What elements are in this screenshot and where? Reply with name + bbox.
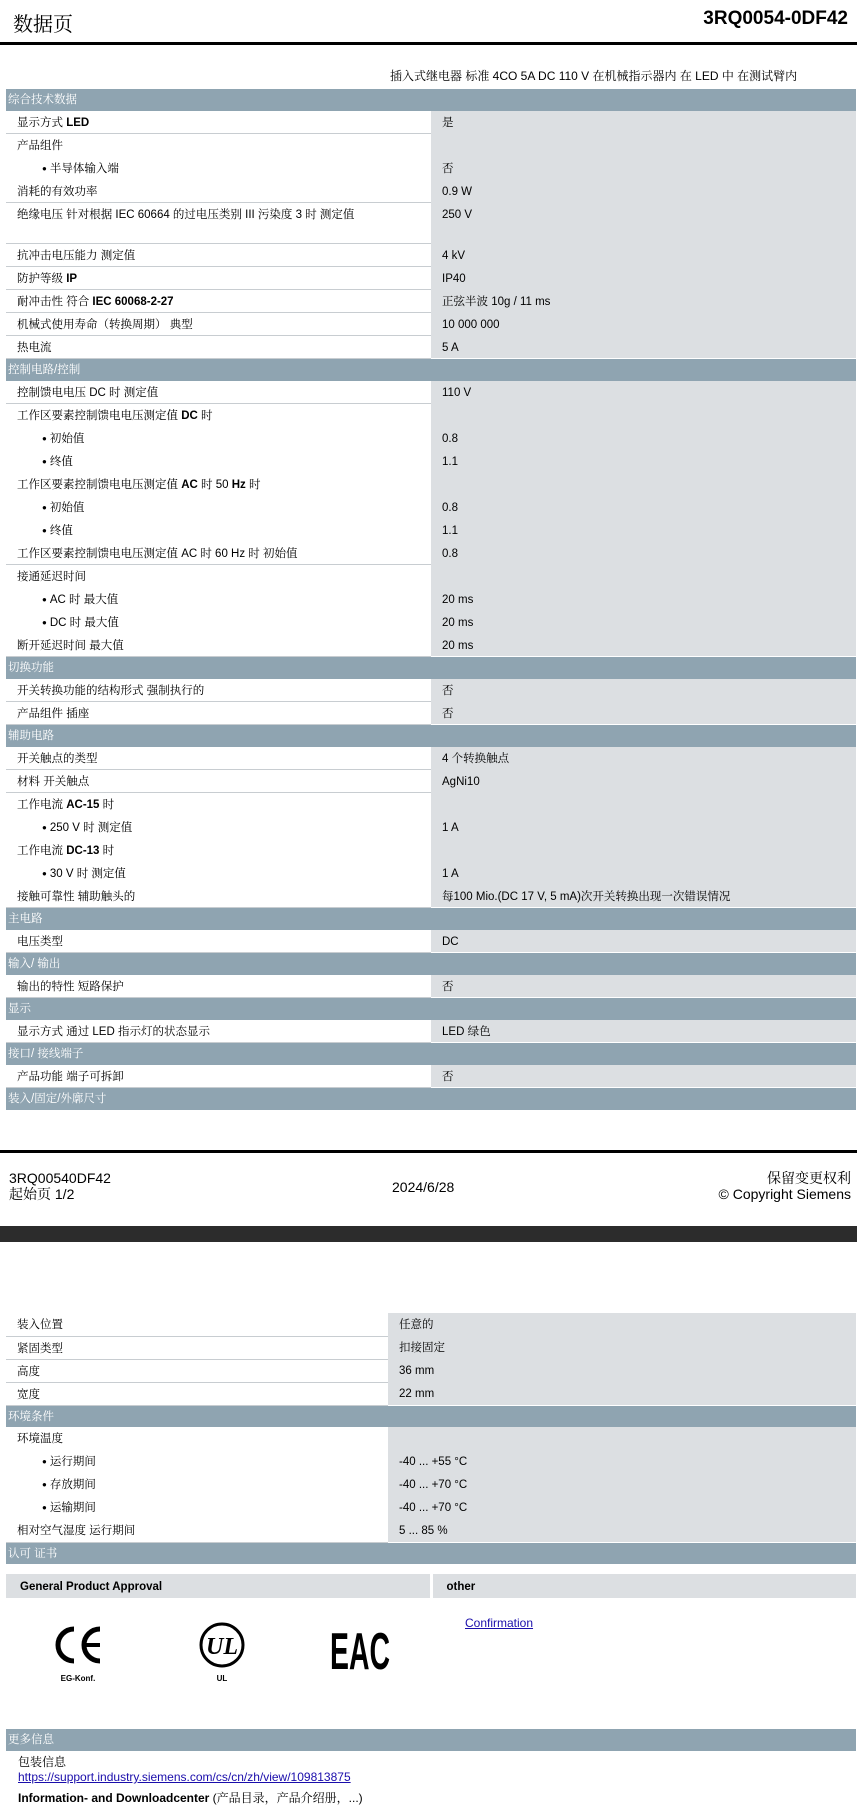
- spec-value: -40 ... +55 °C: [388, 1450, 856, 1473]
- spec-row: [6, 975, 856, 998]
- spec-value: 1 A: [431, 862, 856, 885]
- spec-row: [6, 1020, 856, 1043]
- spec-value: [431, 473, 856, 496]
- spec-label: 时: [245, 478, 261, 491]
- header-title: 数据页: [13, 14, 73, 36]
- spec-label: 工作电流: [17, 844, 67, 857]
- spec-row: [6, 134, 856, 157]
- svg-text:EAC: EAC: [330, 1623, 390, 1681]
- spec-value: 1 A: [431, 816, 856, 839]
- section-header-row: [6, 89, 856, 111]
- spec-row: [6, 679, 856, 702]
- spec-label: 250 V 时 测定值: [49, 821, 133, 834]
- ul-caption: UL: [216, 1674, 228, 1683]
- spec-label: 运行期间: [49, 1456, 96, 1468]
- spec-row: [6, 565, 856, 588]
- spec-row: [6, 588, 856, 611]
- spec-label: 输出的特性 短路保护: [17, 980, 124, 993]
- spec-key: [6, 679, 431, 702]
- spec-label: 产品组件 插座: [17, 708, 90, 720]
- spec-value: [431, 839, 856, 862]
- spec-key: [6, 930, 431, 953]
- spec-key: [6, 203, 431, 244]
- spec-value: 110 V: [431, 381, 856, 404]
- spec-key: [6, 1313, 388, 1336]
- product-number: 3RQ0054-0DF42: [703, 8, 848, 29]
- spec-key: [6, 611, 431, 634]
- section-header-row: [6, 359, 856, 381]
- spec-label: 断开延迟时间 最大值: [17, 639, 124, 652]
- section-header-row: [6, 1088, 856, 1110]
- spec-value: [431, 565, 856, 588]
- spec-key: [6, 702, 431, 725]
- section-header-row: [6, 998, 856, 1020]
- spec-value: DC: [431, 930, 856, 953]
- spec-key: [6, 267, 431, 290]
- spec-label: 工作区要素控制馈电电压测定值 AC 时 60 Hz 时 初始值: [17, 547, 298, 560]
- spec-row: [6, 634, 856, 657]
- spec-row: [6, 1313, 856, 1336]
- spec-label: 显示方式: [17, 116, 67, 129]
- spec-label-bold: LED: [66, 116, 90, 129]
- spec-row: [6, 1427, 856, 1450]
- section-header: 辅助电路: [6, 725, 856, 747]
- spec-label-bold: AC-15: [66, 799, 100, 811]
- spec-label: 终值: [49, 524, 73, 537]
- spec-key: [6, 473, 431, 496]
- spec-label: 开关转换功能的结构形式 强制执行的: [17, 684, 205, 697]
- footer-page-number: 起始页 1/2: [9, 1186, 75, 1202]
- spec-label: 装入位置: [17, 1319, 63, 1331]
- spec-key: [6, 290, 431, 313]
- spec-row: [6, 519, 856, 542]
- spec-label: 产品功能 端子可拆卸: [17, 1070, 124, 1083]
- spec-key: [6, 313, 431, 336]
- spec-key: [6, 244, 431, 267]
- spec-row: [6, 702, 856, 725]
- ce-mark-icon: [50, 1621, 110, 1691]
- spec-key: [6, 1496, 388, 1519]
- ul-mark-icon: [192, 1621, 252, 1691]
- section-header: 主电路: [6, 908, 856, 930]
- spec-label: 显示方式 通过 LED 指示灯的状态显示: [17, 1025, 210, 1038]
- spec-value: 10 000 000: [431, 313, 856, 336]
- spec-value: 1.1: [431, 450, 856, 473]
- spec-value: [431, 134, 856, 157]
- spec-value: -40 ... +70 °C: [388, 1496, 856, 1519]
- spec-row: [6, 1496, 856, 1519]
- spec-key: [6, 862, 431, 885]
- footer-copyright: © Copyright Siemens: [718, 1186, 851, 1202]
- spec-value: LED 绿色: [431, 1020, 856, 1043]
- spec-value: 否: [431, 157, 856, 180]
- confirmation-link[interactable]: Confirmation: [465, 1616, 534, 1630]
- spec-row: [6, 313, 856, 336]
- spec-value: 5 ... 85 %: [388, 1519, 856, 1542]
- spec-label: 初始值: [49, 432, 85, 445]
- approval-col-general: General Product Approval: [6, 1574, 431, 1598]
- spec-key: [6, 565, 431, 588]
- spec-value: 扣接固定: [388, 1336, 856, 1359]
- spec-key: [6, 1359, 388, 1382]
- spec-key: [6, 793, 431, 816]
- spec-label: 终值: [49, 455, 73, 468]
- spec-label: 宽度: [17, 1388, 40, 1401]
- spec-row: [6, 496, 856, 519]
- section-header: 切换功能: [6, 657, 856, 679]
- spec-label-bold: IEC 60068-2-27: [92, 296, 174, 308]
- spec-label: 存放期间: [49, 1479, 96, 1491]
- spec-label: 紧固类型: [17, 1342, 63, 1355]
- page-footer: [0, 1150, 857, 1213]
- spec-label: 控制馈电电压 DC 时 测定值: [17, 386, 159, 399]
- section-header: 装入/固定/外廓尺寸: [6, 1088, 856, 1110]
- section-header: 显示: [6, 998, 856, 1020]
- spec-row: [6, 1450, 856, 1473]
- spec-value: IP40: [431, 267, 856, 290]
- spec-value: 否: [431, 1065, 856, 1088]
- spec-row: [6, 885, 856, 908]
- spec-key: [6, 839, 431, 862]
- spec-value: 250 V: [431, 203, 856, 244]
- spec-row: [6, 862, 856, 885]
- spec-label: 时: [99, 844, 115, 857]
- spec-key: [6, 1020, 431, 1043]
- spec-value: 任意的: [388, 1313, 856, 1336]
- spec-label: 环境温度: [17, 1433, 63, 1445]
- spec-row: [6, 404, 856, 427]
- section-header-row: [6, 657, 856, 679]
- spec-label-bold: AC: [181, 478, 198, 491]
- spec-key: [6, 1450, 388, 1473]
- spec-key: [6, 519, 431, 542]
- download-center-suffix: (产品目录，产品介绍册，...): [209, 1791, 363, 1805]
- spec-value: 是: [431, 111, 856, 134]
- spec-label: 机械式使用寿命（转换周期） 典型: [17, 319, 193, 331]
- spec-key: [6, 885, 431, 908]
- spec-label: 接通延迟时间: [17, 571, 86, 583]
- spec-key: [6, 157, 431, 180]
- download-center-label: [18, 1789, 363, 1806]
- spec-value: 每100 Mio.(DC 17 V, 5 mA)次开关转换出现一次错误情况: [431, 885, 856, 908]
- section-header: 更多信息: [6, 1729, 856, 1751]
- spec-key: [6, 1473, 388, 1496]
- spec-value: 22 mm: [388, 1382, 856, 1405]
- spec-row: [6, 203, 856, 244]
- packaging-info-label: 包装信息: [18, 1755, 67, 1769]
- spec-label: 防护等级: [17, 273, 67, 285]
- footer-right: [719, 1170, 851, 1202]
- spec-value: 0.8: [431, 496, 856, 519]
- spec-value: 20 ms: [431, 634, 856, 657]
- spec-label-bold: IP: [66, 273, 78, 285]
- spec-label: 耐冲击性 符合: [17, 296, 93, 308]
- section-header: 控制电路/控制: [6, 359, 856, 381]
- spec-value: 否: [431, 679, 856, 702]
- spec-label: 抗冲击电压能力 测定值: [17, 250, 136, 262]
- spec-value: 0.8: [431, 542, 856, 565]
- approval-table: [6, 1574, 856, 1598]
- section-header-row: [6, 1405, 856, 1427]
- section-header-row: [6, 953, 856, 975]
- spec-row: [6, 290, 856, 313]
- spec-label: 消耗的有效功率: [17, 185, 98, 198]
- spec-row: [6, 816, 856, 839]
- spec-label: 工作区要素控制馈电电压测定值: [17, 410, 182, 422]
- spec-value: 4 kV: [431, 244, 856, 267]
- spec-key: [6, 588, 431, 611]
- spec-key: [6, 747, 431, 770]
- more-info-section: [6, 1728, 856, 1751]
- spec-value: 0.8: [431, 427, 856, 450]
- spec-value: -40 ... +70 °C: [388, 1473, 856, 1496]
- spec-label: 相对空气湿度 运行期间: [17, 1525, 136, 1537]
- spec-row: [6, 381, 856, 404]
- page-separator: [0, 1226, 857, 1242]
- section-header: 认可 证书: [6, 1542, 856, 1564]
- spec-row: [6, 1473, 856, 1496]
- spec-key: [6, 1519, 388, 1542]
- spec-key: [6, 1382, 388, 1405]
- spec-value: 1.1: [431, 519, 856, 542]
- spec-key: [6, 381, 431, 404]
- spec-label: 半导体输入端: [49, 162, 119, 175]
- spec-key: [6, 180, 431, 203]
- footer-order-number: 3RQ00540DF42: [9, 1170, 111, 1186]
- spec-value: 否: [431, 702, 856, 725]
- spec-key: [6, 816, 431, 839]
- spec-key: [6, 634, 431, 657]
- spec-label: 时: [99, 799, 115, 811]
- section-header: 输入/ 输出: [6, 953, 856, 975]
- spec-value: 4 个转换触点: [431, 747, 856, 770]
- spec-row: [6, 450, 856, 473]
- spec-value: 20 ms: [431, 588, 856, 611]
- spec-row: [6, 542, 856, 565]
- approval-logos: [6, 1599, 856, 1727]
- section-header-row: [6, 725, 856, 747]
- spec-table-page1: [6, 88, 856, 1110]
- spec-key: [6, 542, 431, 565]
- spec-row: [6, 267, 856, 290]
- spec-label: 材料 开关触点: [17, 776, 90, 788]
- spec-key: [6, 450, 431, 473]
- packaging-info-link[interactable]: https://support.industry.siemens.com/cs/cn/zh/view/109813875: [18, 1770, 351, 1784]
- product-description: 插入式继电器 标准 4CO 5A DC 110 V 在机械指示器内 在 LED 中 在测试臂内: [390, 69, 798, 83]
- spec-row: [6, 1336, 856, 1359]
- spec-value: [431, 793, 856, 816]
- spec-label: 30 V 时 测定值: [49, 867, 126, 880]
- spec-value: AgNi10: [431, 770, 856, 793]
- spec-row: [6, 111, 856, 134]
- spec-row: [6, 180, 856, 203]
- ce-caption: EG-Konf.: [60, 1674, 96, 1683]
- footer-left: [9, 1170, 111, 1202]
- section-header: 接口/ 接线端子: [6, 1043, 856, 1065]
- spec-label: 开关触点的类型: [17, 752, 98, 765]
- spec-row: [6, 244, 856, 267]
- spec-key: [6, 111, 431, 134]
- spec-label-bold: DC: [181, 410, 198, 422]
- spec-label-bold: DC-13: [66, 844, 100, 857]
- spec-label: 绝缘电压 针对根据 IEC 60664 的过电压类别 III 污染度 3 时 测定值: [17, 209, 355, 221]
- spec-row: [6, 427, 856, 450]
- spec-label: 初始值: [49, 501, 85, 514]
- spec-row: [6, 930, 856, 953]
- spec-row: [6, 611, 856, 634]
- spec-key: [6, 1427, 388, 1450]
- spec-value: 20 ms: [431, 611, 856, 634]
- spec-table-page2: [6, 1313, 856, 1564]
- spec-key: [6, 770, 431, 793]
- spec-label: 高度: [17, 1365, 40, 1378]
- spec-label: 工作电流: [17, 799, 67, 811]
- spec-label: 产品组件: [17, 140, 63, 152]
- spec-label: 时: [197, 410, 213, 422]
- section-header: 综合技术数据: [6, 89, 856, 111]
- spec-label: 工作区要素控制馈电电压测定值: [17, 478, 182, 491]
- section-header-row: [6, 1542, 856, 1564]
- spec-value: 否: [431, 975, 856, 998]
- spec-label: DC 时 最大值: [49, 616, 119, 629]
- spec-row: [6, 473, 856, 496]
- spec-row: [6, 1065, 856, 1088]
- spec-value: [431, 404, 856, 427]
- spec-row: [6, 157, 856, 180]
- spec-label: 接触可靠性 辅助触头的: [17, 890, 136, 903]
- spec-key: [6, 496, 431, 519]
- spec-row: [6, 1382, 856, 1405]
- spec-key: [6, 336, 431, 359]
- approval-col-other: other: [431, 1574, 856, 1598]
- spec-label: AC 时 最大值: [49, 593, 119, 606]
- spec-key: [6, 427, 431, 450]
- spec-key: [6, 1065, 431, 1088]
- spec-label: 运输期间: [49, 1502, 96, 1514]
- spec-row: [6, 336, 856, 359]
- section-header: 环境条件: [6, 1405, 856, 1427]
- eac-mark-icon: [328, 1621, 392, 1681]
- spec-key: [6, 404, 431, 427]
- spec-row: [6, 747, 856, 770]
- spec-value: 0.9 W: [431, 180, 856, 203]
- footer-date: 2024/6/28: [392, 1179, 455, 1195]
- spec-key: [6, 134, 431, 157]
- section-header-row: [6, 1043, 856, 1065]
- spec-value: 36 mm: [388, 1359, 856, 1382]
- page-header: [0, 0, 857, 45]
- download-center-title: Information- and Downloadcenter: [18, 1791, 210, 1805]
- spec-label: 电压类型: [17, 935, 63, 948]
- spec-label-bold: Hz: [231, 478, 246, 491]
- spec-key: [6, 1336, 388, 1359]
- spec-label: 时 50: [197, 478, 232, 491]
- spec-value: 正弦半波 10g / 11 ms: [431, 290, 856, 313]
- spec-key: [6, 975, 431, 998]
- svg-text:UL: UL: [206, 1634, 238, 1660]
- spec-label: 热电流: [17, 342, 52, 354]
- spec-value: 5 A: [431, 336, 856, 359]
- spec-value: [388, 1427, 856, 1450]
- spec-row: [6, 770, 856, 793]
- spec-row: [6, 1519, 856, 1542]
- section-header-row: [6, 908, 856, 930]
- spec-row: [6, 839, 856, 862]
- footer-rights: 保留变更权利: [767, 1170, 851, 1186]
- spec-row: [6, 1359, 856, 1382]
- spec-row: [6, 793, 856, 816]
